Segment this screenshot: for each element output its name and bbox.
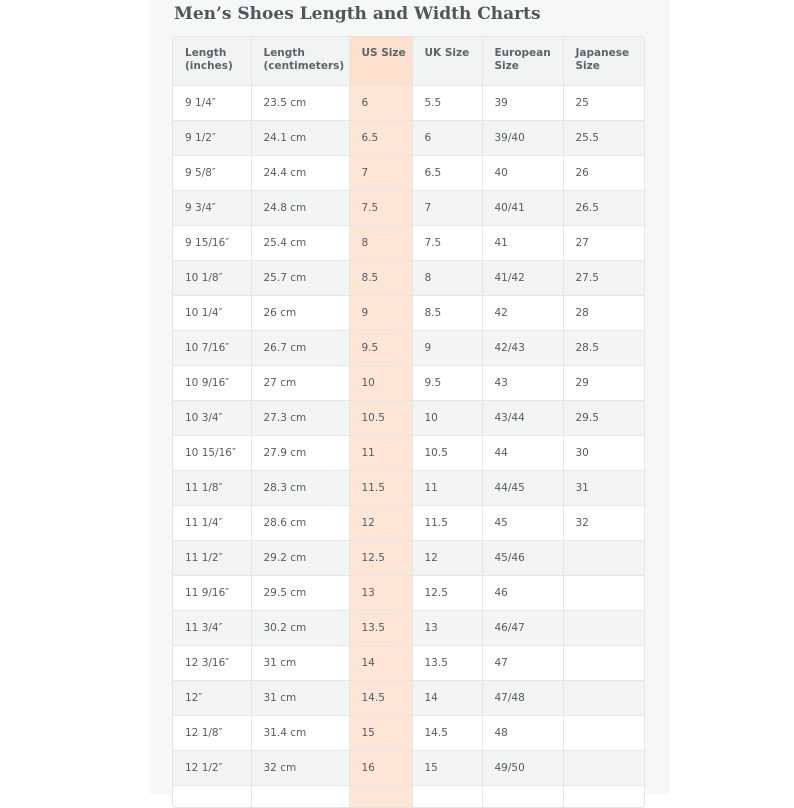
cell-japanese-size [563, 610, 644, 645]
cell-japanese-size [563, 645, 644, 680]
cell-japanese-size: 29 [563, 365, 644, 400]
cell-us-size: 7.5 [349, 190, 412, 225]
cell-uk-size: 8.5 [412, 295, 482, 330]
size-chart-table [173, 37, 644, 808]
cell-us-size: 11.5 [349, 470, 412, 505]
cell-uk-size: 6.5 [412, 155, 482, 190]
cell-length-inches: 9 1/2″ [173, 120, 251, 155]
cell-uk-size: 12.5 [412, 575, 482, 610]
cell-uk-size: 14 [412, 680, 482, 715]
cell-japanese-size: 27 [563, 225, 644, 260]
table-row [173, 330, 644, 365]
cell-european-size: 41/42 [482, 260, 563, 295]
cell-uk-size: 12 [412, 540, 482, 575]
cell-european-size: 44 [482, 435, 563, 470]
table-row [173, 785, 644, 808]
cell-uk-size: 13 [412, 610, 482, 645]
cell-us-size: 13.5 [349, 610, 412, 645]
cell-length-inches: 11 1/2″ [173, 540, 251, 575]
cell-us-size: 15 [349, 715, 412, 750]
cell-japanese-size: 30 [563, 435, 644, 470]
cell-length-inches: 10 1/8″ [173, 260, 251, 295]
cell-european-size: 39/40 [482, 120, 563, 155]
cell-japanese-size: 28.5 [563, 330, 644, 365]
table-row [173, 750, 644, 785]
cell-japanese-size [563, 785, 644, 808]
header-line: Size [575, 60, 600, 72]
cell-length-inches: 10 3/4″ [173, 400, 251, 435]
cell-length-inches: 11 9/16″ [173, 575, 251, 610]
cell-us-size: 14 [349, 645, 412, 680]
cell-european-size: 40 [482, 155, 563, 190]
cell-japanese-size [563, 575, 644, 610]
cell-uk-size: 15 [412, 750, 482, 785]
cell-uk-size: 14.5 [412, 715, 482, 750]
cell-length-cm: 31 cm [251, 680, 349, 715]
cell-length-cm: 24.8 cm [251, 190, 349, 225]
cell-japanese-size: 27.5 [563, 260, 644, 295]
cell-us-size: 12 [349, 505, 412, 540]
cell-us-size: 9.5 [349, 330, 412, 365]
cell-us-size: 14.5 [349, 680, 412, 715]
cell-european-size: 42/43 [482, 330, 563, 365]
cell-us-size: 8 [349, 225, 412, 260]
cell-european-size: 41 [482, 225, 563, 260]
cell-us-size: 10.5 [349, 400, 412, 435]
table-row [173, 610, 644, 645]
cell-japanese-size: 31 [563, 470, 644, 505]
cell-length-inches: 9 1/4″ [173, 85, 251, 120]
cell-japanese-size: 26.5 [563, 190, 644, 225]
cell-european-size: 48 [482, 715, 563, 750]
cell-length-cm: 24.1 cm [251, 120, 349, 155]
header-line: Length [185, 47, 227, 59]
cell-european-size: 44/45 [482, 470, 563, 505]
header-line: European [494, 47, 551, 59]
cell-length-cm: 27.9 cm [251, 435, 349, 470]
cell-us-size: 7 [349, 155, 412, 190]
cell-uk-size: 9.5 [412, 365, 482, 400]
cell-length-cm: 24.4 cm [251, 155, 349, 190]
cell-european-size: 42 [482, 295, 563, 330]
cell-japanese-size [563, 750, 644, 785]
cell-length-cm: 29.2 cm [251, 540, 349, 575]
cell-uk-size: 9 [412, 330, 482, 365]
cell-length-inches: 9 5/8″ [173, 155, 251, 190]
table-row [173, 470, 644, 505]
cell-length-inches: 12″ [173, 680, 251, 715]
cell-length-cm: 27.3 cm [251, 400, 349, 435]
cell-european-size: 47 [482, 645, 563, 680]
cell-length-inches: 10 15/16″ [173, 435, 251, 470]
cell-us-size: 6 [349, 85, 412, 120]
table-row [173, 680, 644, 715]
header-line: Size [494, 60, 519, 72]
cell-length-inches: 9 3/4″ [173, 190, 251, 225]
cell-uk-size: 11.5 [412, 505, 482, 540]
header-european-size [482, 37, 563, 85]
cell-length-inches: 10 9/16″ [173, 365, 251, 400]
header-row [173, 37, 644, 85]
cell-us-size: 11 [349, 435, 412, 470]
header-japanese-size [563, 37, 644, 85]
cell-length-cm: 28.3 cm [251, 470, 349, 505]
cell-uk-size: 11 [412, 470, 482, 505]
cell-japanese-size: 26 [563, 155, 644, 190]
cell-length-cm: 31 cm [251, 645, 349, 680]
cell-length-inches: 11 1/8″ [173, 470, 251, 505]
cell-us-size [349, 785, 412, 808]
cell-length-cm: 26.7 cm [251, 330, 349, 365]
cell-european-size: 43/44 [482, 400, 563, 435]
header-length-cm [251, 37, 349, 85]
cell-european-size: 40/41 [482, 190, 563, 225]
cell-length-cm: 27 cm [251, 365, 349, 400]
table-row [173, 225, 644, 260]
size-chart-table-container [172, 36, 645, 808]
table-row [173, 715, 644, 750]
header-us-size [349, 37, 412, 85]
cell-japanese-size [563, 540, 644, 575]
table-row [173, 365, 644, 400]
table-row [173, 505, 644, 540]
cell-length-cm [251, 785, 349, 808]
cell-length-inches: 11 3/4″ [173, 610, 251, 645]
header-line: Japanese [575, 47, 630, 59]
header-line: (centimeters) [263, 60, 345, 72]
cell-european-size: 39 [482, 85, 563, 120]
cell-length-inches: 10 1/4″ [173, 295, 251, 330]
cell-european-size [482, 785, 563, 808]
table-row [173, 400, 644, 435]
table-row [173, 645, 644, 680]
table-row [173, 120, 644, 155]
cell-length-cm: 28.6 cm [251, 505, 349, 540]
cell-european-size: 46 [482, 575, 563, 610]
cell-japanese-size [563, 680, 644, 715]
cell-uk-size: 13.5 [412, 645, 482, 680]
cell-japanese-size: 28 [563, 295, 644, 330]
table-row [173, 155, 644, 190]
cell-us-size: 12.5 [349, 540, 412, 575]
table-row [173, 260, 644, 295]
cell-us-size: 13 [349, 575, 412, 610]
cell-length-inches: 12 1/2″ [173, 750, 251, 785]
cell-length-inches: 10 7/16″ [173, 330, 251, 365]
cell-japanese-size: 25.5 [563, 120, 644, 155]
cell-length-cm: 32 cm [251, 750, 349, 785]
header-length-inches [173, 37, 251, 85]
table-row [173, 295, 644, 330]
table-row [173, 190, 644, 225]
cell-us-size: 8.5 [349, 260, 412, 295]
cell-uk-size [412, 785, 482, 808]
header-line: (inches) [185, 60, 233, 72]
table-row [173, 435, 644, 470]
cell-uk-size: 8 [412, 260, 482, 295]
cell-us-size: 6.5 [349, 120, 412, 155]
table-body [173, 85, 644, 808]
cell-length-cm: 26 cm [251, 295, 349, 330]
cell-uk-size: 7 [412, 190, 482, 225]
cell-us-size: 10 [349, 365, 412, 400]
cell-european-size: 46/47 [482, 610, 563, 645]
cell-length-cm: 30.2 cm [251, 610, 349, 645]
cell-length-cm: 29.5 cm [251, 575, 349, 610]
cell-uk-size: 6 [412, 120, 482, 155]
cell-length-cm: 25.7 cm [251, 260, 349, 295]
header-uk-size [412, 37, 482, 85]
cell-length-inches: 12 3/16″ [173, 645, 251, 680]
cell-european-size: 43 [482, 365, 563, 400]
cell-european-size: 45 [482, 505, 563, 540]
table-row [173, 85, 644, 120]
header-line: US Size [361, 47, 406, 59]
cell-uk-size: 10 [412, 400, 482, 435]
cell-japanese-size [563, 715, 644, 750]
cell-length-cm: 25.4 cm [251, 225, 349, 260]
header-line: Length [263, 47, 305, 59]
table-row [173, 575, 644, 610]
header-line: UK Size [424, 47, 470, 59]
cell-length-inches: 12 1/8″ [173, 715, 251, 750]
cell-length-inches: 9 15/16″ [173, 225, 251, 260]
cell-length-inches: 11 1/4″ [173, 505, 251, 540]
page-title: Men’s Shoes Length and Width Charts [174, 4, 541, 24]
cell-uk-size: 10.5 [412, 435, 482, 470]
cell-length-cm: 31.4 cm [251, 715, 349, 750]
table-row [173, 540, 644, 575]
cell-european-size: 49/50 [482, 750, 563, 785]
cell-european-size: 47/48 [482, 680, 563, 715]
cell-length-cm: 23.5 cm [251, 85, 349, 120]
cell-uk-size: 5.5 [412, 85, 482, 120]
cell-us-size: 9 [349, 295, 412, 330]
cell-japanese-size: 32 [563, 505, 644, 540]
table-header [173, 37, 644, 85]
cell-european-size: 45/46 [482, 540, 563, 575]
cell-uk-size: 7.5 [412, 225, 482, 260]
cell-japanese-size: 29.5 [563, 400, 644, 435]
cell-japanese-size: 25 [563, 85, 644, 120]
cell-length-inches [173, 785, 251, 808]
cell-us-size: 16 [349, 750, 412, 785]
